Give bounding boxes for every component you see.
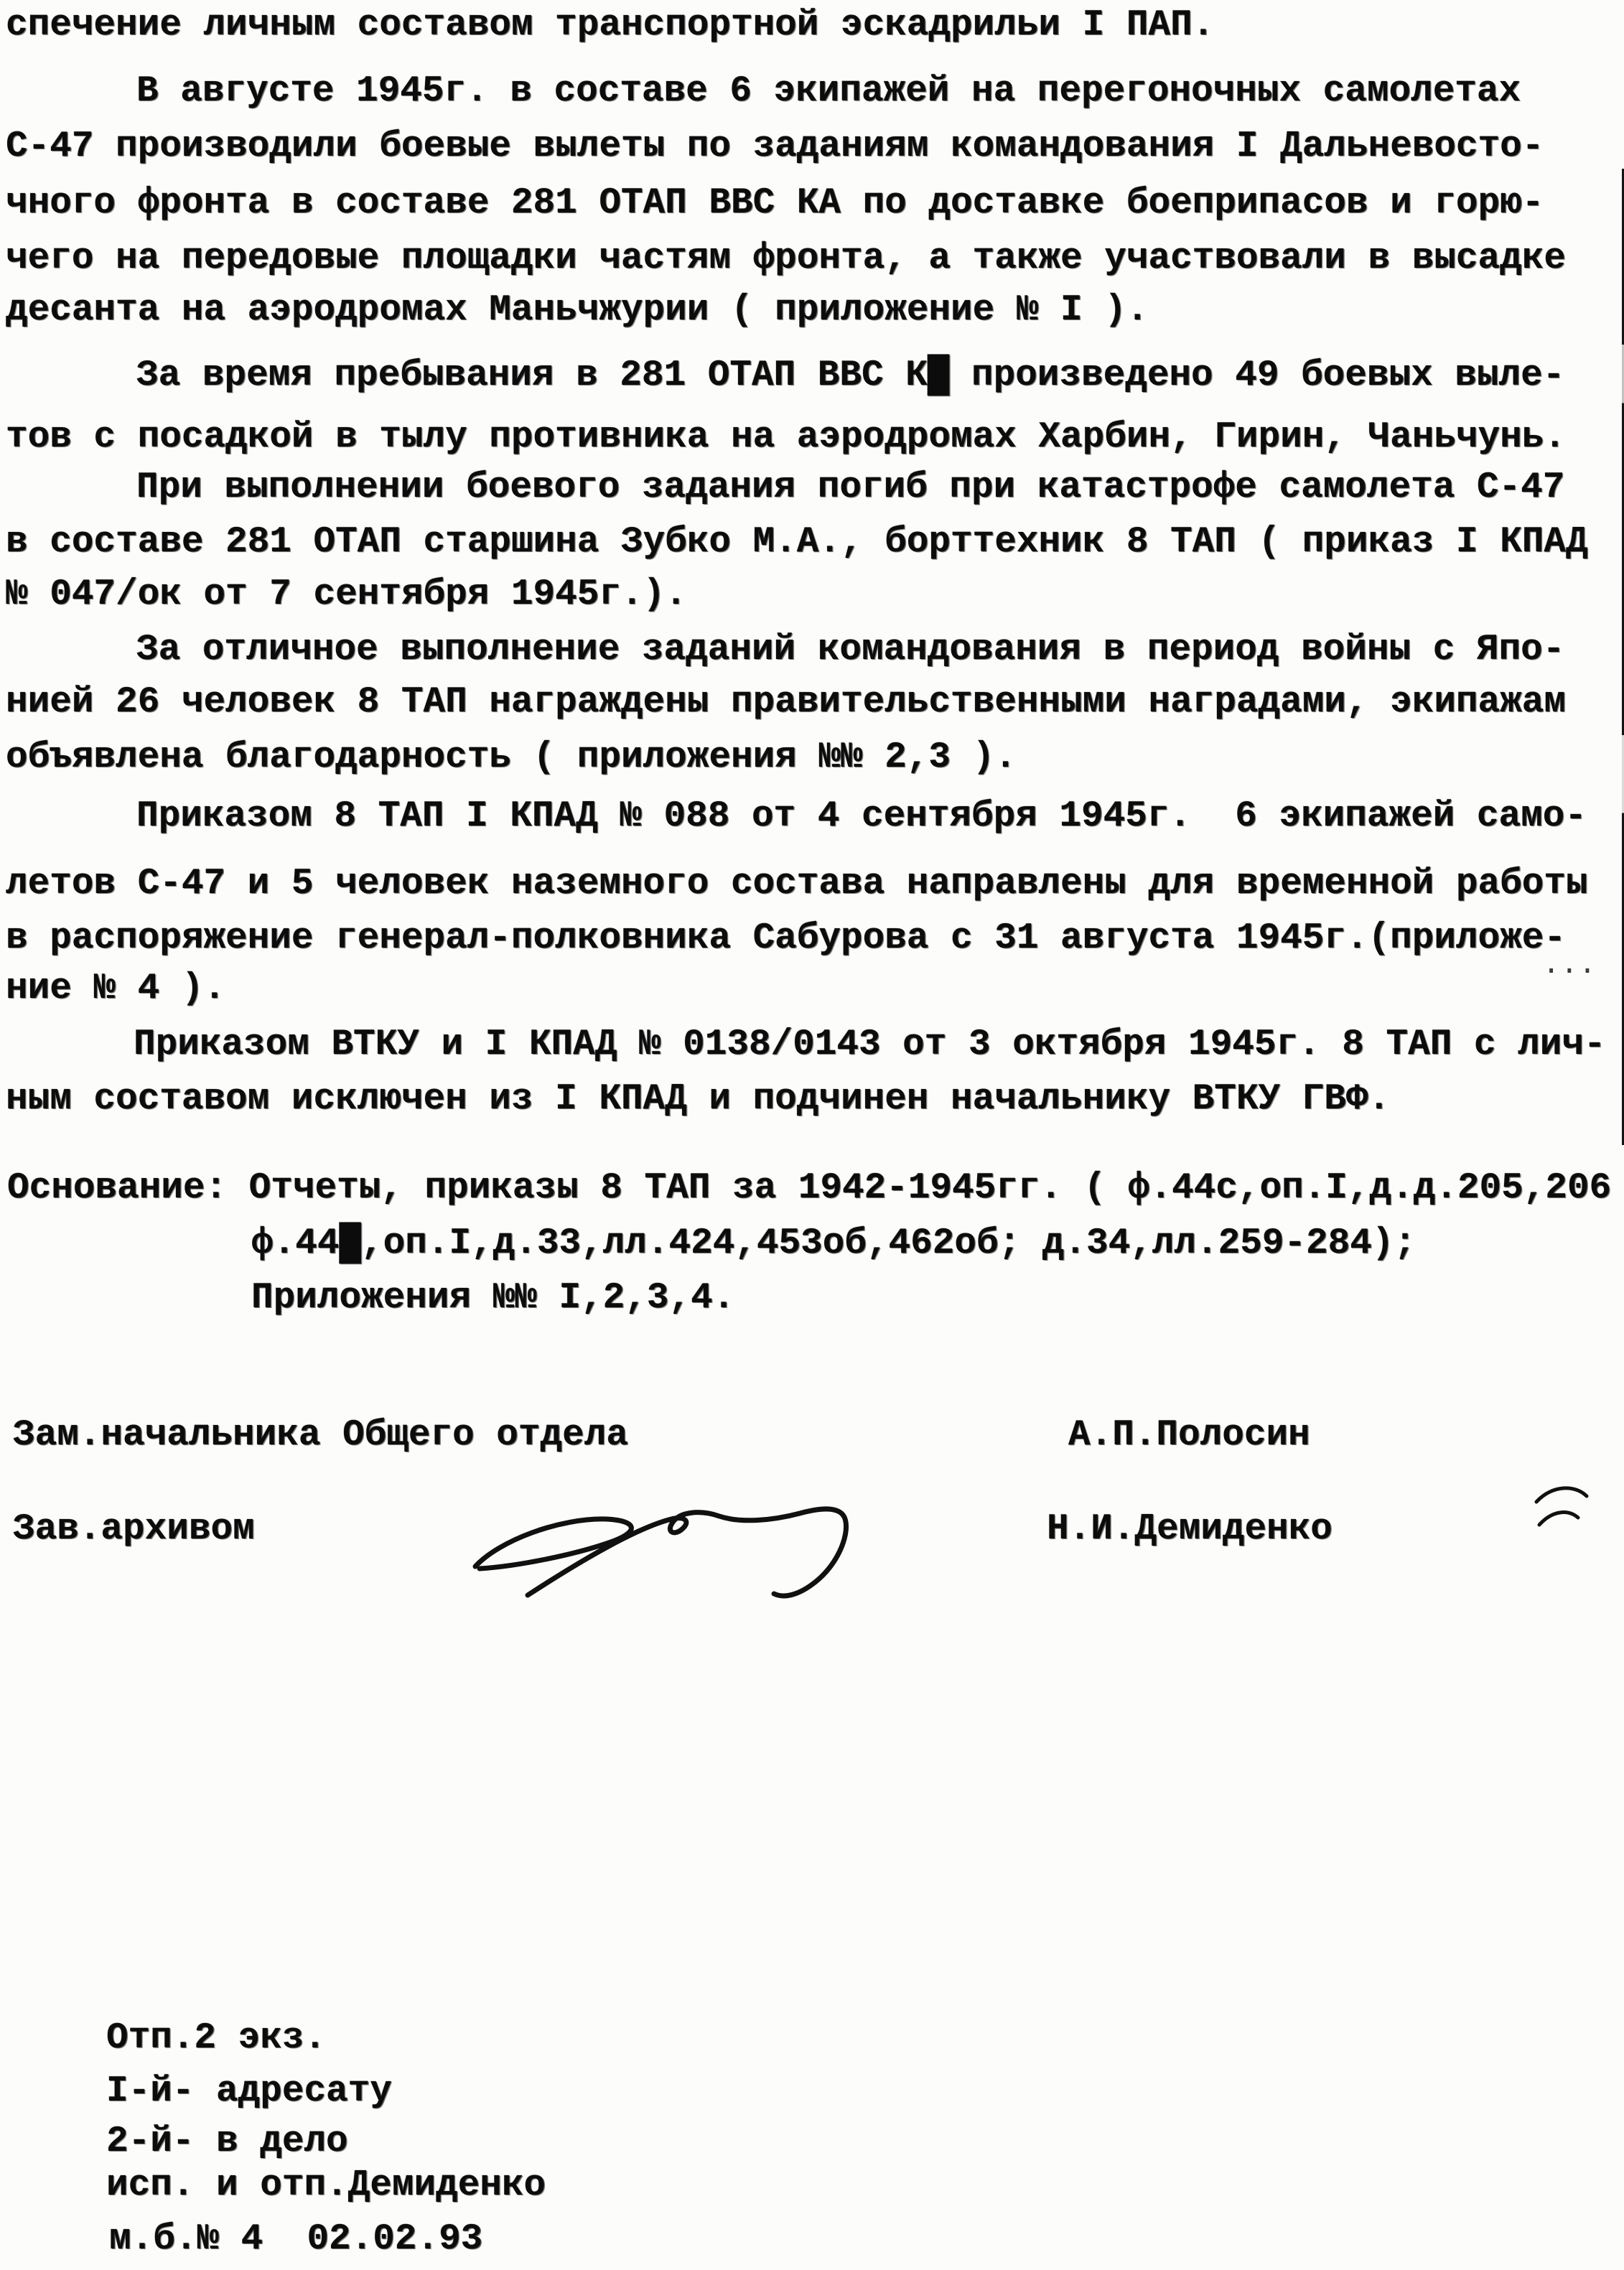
signature-line: Зав.архивом	[13, 1509, 255, 1550]
body-line: спечение личным составом транспортной эскадрильи I ПАП.	[6, 5, 1215, 46]
footer-line: 2-й- в дело	[106, 2121, 348, 2162]
body-line: объявлена благодарность ( приложения №№ 2,3 ).	[6, 737, 1017, 778]
body-line: № 047/ок от 7 сентября 1945г.).	[6, 574, 687, 615]
body-line: десанта на аэродромах Маньчжурии ( приложение № I ).	[6, 290, 1149, 331]
body-line: С-47 производили боевые вылеты по заданиям командования I Дальневосто-	[6, 126, 1544, 167]
body-line: При выполнении боевого задания погиб при катастрофе самолета С-47	[136, 467, 1565, 508]
body-line: летов С-47 и 5 человек наземного состава направлены для временной работы	[6, 864, 1588, 905]
body-line: В августе 1945г. в составе 6 экипажей на перегоночных самолетах	[136, 71, 1521, 112]
pen-check-mark-icon	[1528, 1477, 1600, 1549]
body-line: в составе 281 ОТАП старшина Зубко М.А., борттехник 8 ТАП ( приказ I КПАД	[6, 522, 1588, 563]
signature-line: Н.И.Демиденко	[1047, 1509, 1333, 1550]
footer-line: Отп.2 экз.	[106, 2018, 327, 2059]
body-line: в распоряжение генерал-полковника Сабурова с 31 августа 1945г.(приложе-	[6, 918, 1566, 959]
body-line: нией 26 человек 8 ТАП награждены правительственными наградами, экипажам	[6, 682, 1566, 723]
body-line: чного фронта в составе 281 ОТАП ВВС КА по доставке боеприпасов и горю-	[6, 183, 1544, 224]
margin-mark: ...	[1542, 948, 1597, 982]
signature-line: Зам.начальника Общего отдела	[13, 1415, 628, 1456]
handwritten-signature-icon	[459, 1477, 869, 1610]
footer-line: I-й- адресату	[106, 2071, 392, 2112]
basis-line: ф.44█,оп.I,д.33,лл.424,453об,462об; д.34,лл.259-284);	[251, 1223, 1417, 1264]
body-line: За отличное выполнение заданий командования в период войны с Япо-	[136, 630, 1565, 671]
signature-line: А.П.Полосин	[1068, 1415, 1310, 1456]
body-line: Приказом 8 ТАП I КПАД № 088 от 4 сентября 1945г. 6 экипажей само-	[136, 796, 1587, 837]
basis-line: Приложения №№ I,2,3,4.	[251, 1278, 735, 1319]
body-line: тов с посадкой в тылу противника на аэродромах Харбин, Гирин, Чаньчунь.	[6, 417, 1566, 458]
body-line: ние № 4 ).	[6, 968, 226, 1009]
body-line: За время пребывания в 281 ОТАП ВВС К█ произведено 49 боевых выле-	[136, 355, 1565, 396]
basis-line: Основание: Отчеты, приказы 8 ТАП за 1942-1945гг. ( ф.44с,оп.I,д.д.205,206	[7, 1168, 1612, 1209]
body-line: ным составом исключен из I КПАД и подчинен начальнику ВТКУ ГВФ.	[6, 1079, 1391, 1120]
footer-line: м.б.№ 4 02.02.93	[109, 2219, 483, 2260]
footer-line: исп. и отп.Демиденко	[106, 2165, 546, 2206]
body-line: чего на передовые площадки частям фронта, а также участвовали в высадке	[6, 238, 1566, 279]
body-line: Приказом ВТКУ и I КПАД № 0138/0143 от 3 октября 1945г. 8 ТАП с лич-	[134, 1024, 1606, 1065]
